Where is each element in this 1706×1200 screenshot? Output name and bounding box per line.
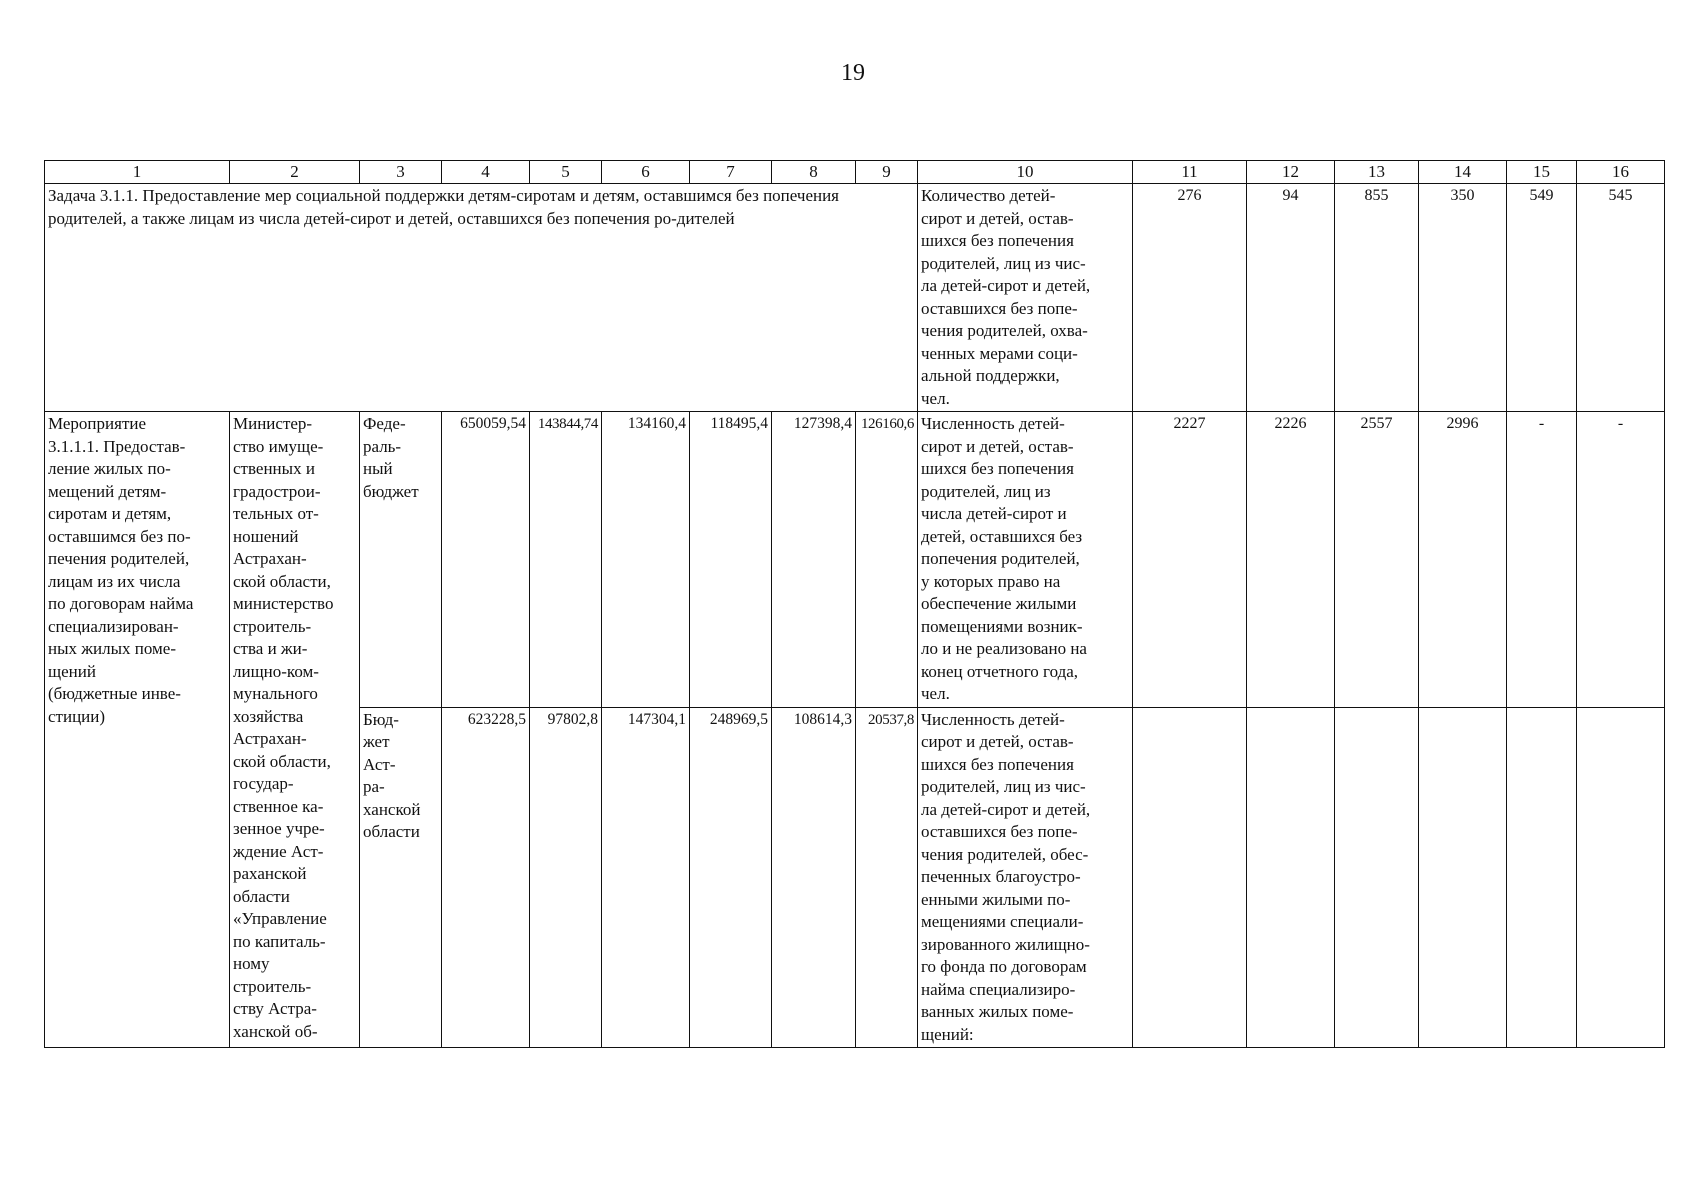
column-number: 9 <box>856 161 918 184</box>
indicator-value <box>1507 707 1577 1048</box>
task-title: Задача 3.1.1. Предоставление мер социальной поддержки детям-сиротам и детям, оставшимся без попечения родителей, а также лицам из числа детей-сирот и детей, оставшихся без попечения ро-дителей <box>45 184 918 412</box>
column-number: 2 <box>230 161 360 184</box>
measure-executor: Министер- ство имуще- ственных и градострои- тельных от- ношений Астрахан- ской области, министерство строитель- ства и жи- лищно-ком- мунального хозяйства Астрахан- ской области, государ- ственное ка- зенное учре- ждение Аст- раханской области «Управление по капиталь- ному строитель- ству Астра- ханской об- <box>230 412 360 1048</box>
amount-cell: 623228,5 <box>442 707 530 1048</box>
column-number: 16 <box>1577 161 1665 184</box>
amount-cell: 97802,8 <box>530 707 602 1048</box>
task-row <box>45 184 1665 412</box>
task-value: 549 <box>1507 184 1577 412</box>
amount-cell: 147304,1 <box>602 707 690 1048</box>
funding-source: Феде- раль- ный бюджет <box>360 412 442 708</box>
header-row <box>45 161 1665 184</box>
indicator-value <box>1577 707 1665 1048</box>
task-indicator: Количество детей- сирот и детей, остав- шихся без попечения родителей, лиц из чис- ла детей-сирот и детей, оставшихся без попе- чения родителей, охва- ченных мерами соци- альной поддержки, чел. <box>918 184 1133 412</box>
indicator-value: - <box>1577 412 1665 708</box>
column-number: 8 <box>772 161 856 184</box>
column-number: 4 <box>442 161 530 184</box>
task-value: 545 <box>1577 184 1665 412</box>
indicator-value: - <box>1507 412 1577 708</box>
column-number: 12 <box>1247 161 1335 184</box>
indicator-value: 2226 <box>1247 412 1335 708</box>
measure-indicator: Численность детей- сирот и детей, остав- шихся без попечения родителей, лиц из числа детей-сирот и детей, оставшихся без попечения родителей, у которых право на обеспечение жилыми помещениями возник- ло и не реализовано на конец отчетного года, чел. <box>918 412 1133 708</box>
task-value: 350 <box>1419 184 1507 412</box>
program-table <box>44 160 1665 1048</box>
column-number: 1 <box>45 161 230 184</box>
task-value: 855 <box>1335 184 1419 412</box>
amount-cell: 108614,3 <box>772 707 856 1048</box>
page-number: 19 <box>841 60 865 86</box>
indicator-value: 2996 <box>1419 412 1507 708</box>
measure-indicator: Численность детей- сирот и детей, остав- шихся без попечения родителей, лиц из чис- ла детей-сирот и детей, оставшихся без попе- чения родителей, обес- печенных благоустро- енными жилыми по- мещениями специали- зированного жилищно- го фонда по договорам найма специализиро- ванных жилых поме- щений: <box>918 707 1133 1048</box>
amount-cell: 126160,6 <box>856 412 918 708</box>
column-number: 3 <box>360 161 442 184</box>
column-number: 5 <box>530 161 602 184</box>
column-number: 7 <box>690 161 772 184</box>
amount-cell: 118495,4 <box>690 412 772 708</box>
indicator-value <box>1419 707 1507 1048</box>
amount-cell: 248969,5 <box>690 707 772 1048</box>
indicator-value <box>1247 707 1335 1048</box>
indicator-value <box>1133 707 1247 1048</box>
measure-row-federal <box>45 412 1665 708</box>
column-number: 10 <box>918 161 1133 184</box>
amount-cell: 20537,8 <box>856 707 918 1048</box>
column-number: 11 <box>1133 161 1247 184</box>
amount-cell: 650059,54 <box>442 412 530 708</box>
amount-cell: 127398,4 <box>772 412 856 708</box>
task-value: 94 <box>1247 184 1335 412</box>
column-number: 14 <box>1419 161 1507 184</box>
indicator-value <box>1335 707 1419 1048</box>
amount-cell: 134160,4 <box>602 412 690 708</box>
funding-source: Бюд- жет Аст- ра- ханской области <box>360 707 442 1048</box>
measure-name: Мероприятие 3.1.1.1. Предостав- ление жилых по- мещений детям- сиротам и детям, оставшимся без по- печения родителей, лицам из их числа по договорам найма специализирован- ных жилых поме- щений (бюджетные инве- стиции) <box>45 412 230 1048</box>
column-number: 13 <box>1335 161 1419 184</box>
indicator-value: 2557 <box>1335 412 1419 708</box>
task-value: 276 <box>1133 184 1247 412</box>
amount-cell: 143844,74 <box>530 412 602 708</box>
column-number: 15 <box>1507 161 1577 184</box>
column-number: 6 <box>602 161 690 184</box>
indicator-value: 2227 <box>1133 412 1247 708</box>
